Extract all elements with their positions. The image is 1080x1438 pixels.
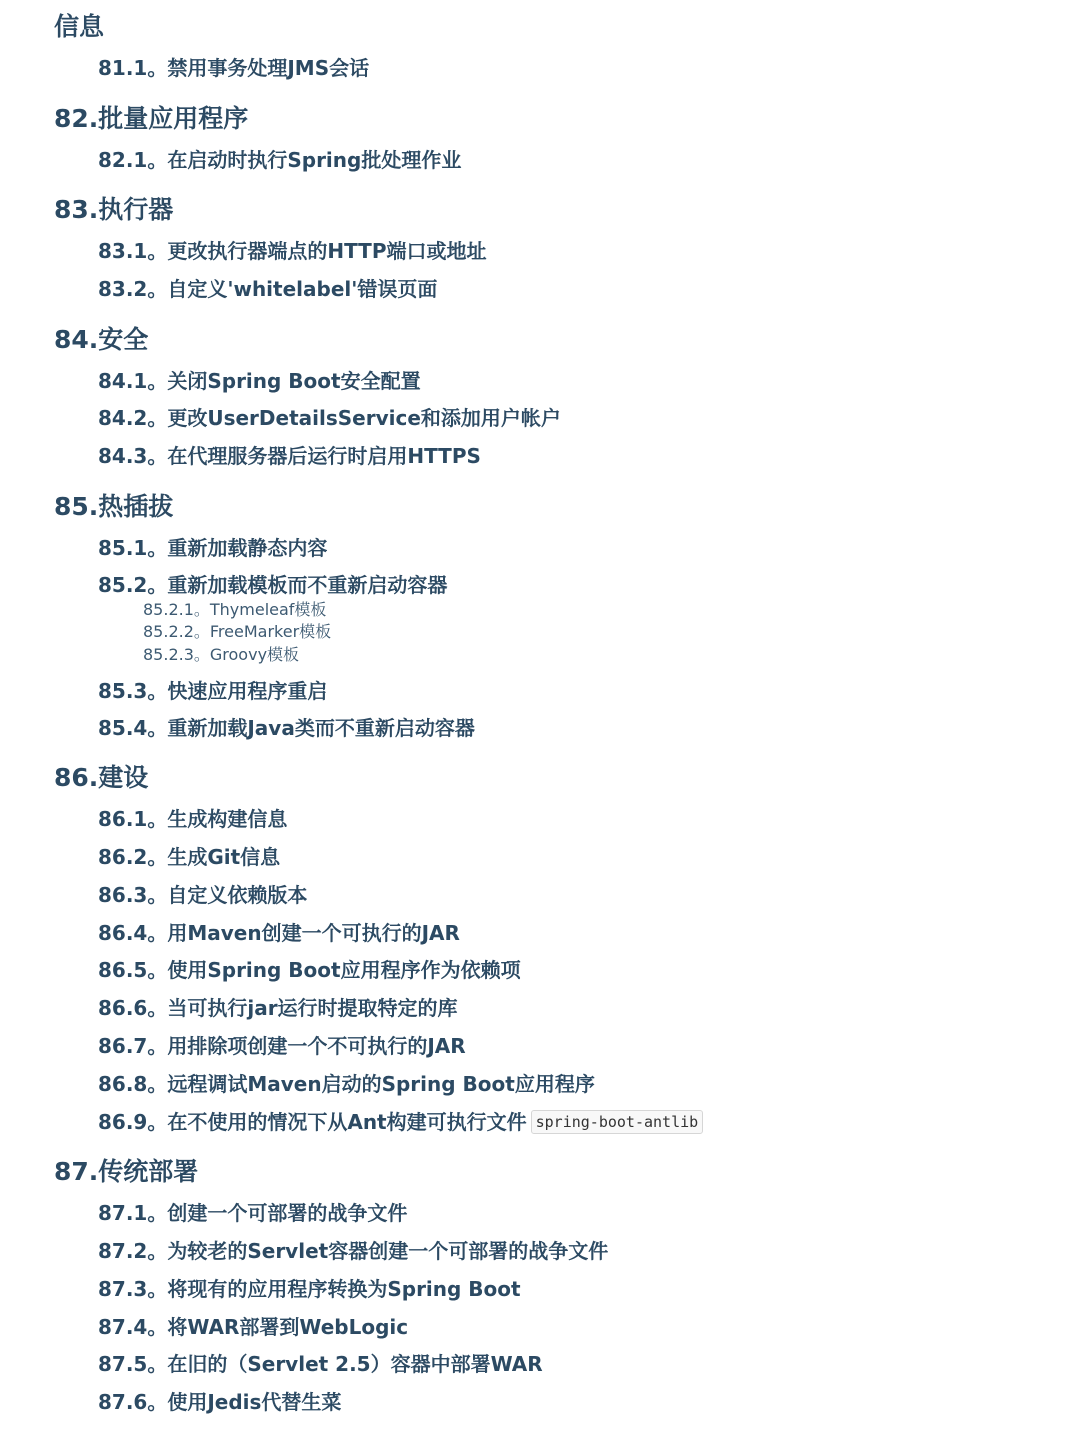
- toc-item[interactable]: [98, 54, 369, 82]
- toc-subitem[interactable]: 85.2.3。Groovy模板: [143, 645, 300, 664]
- toc-item-label: 85.2。重新加载模板而不重新启动容器: [98, 573, 448, 597]
- toc-item[interactable]: [98, 404, 561, 432]
- toc-item-label: 87.4。将WAR部署到WebLogic: [98, 1315, 409, 1339]
- toc-item[interactable]: [98, 1199, 407, 1227]
- toc-item-label: 85.4。重新加载Java类而不重新启动容器: [98, 716, 475, 740]
- toc-item[interactable]: [98, 714, 475, 742]
- toc-item[interactable]: [98, 275, 437, 303]
- toc-item-label: 87.3。将现有的应用程序转换为Spring Boot: [98, 1277, 521, 1301]
- toc-item[interactable]: [98, 1237, 608, 1265]
- toc-item-label: 86.4。用Maven创建一个可执行的JAR: [98, 921, 460, 945]
- toc-item-label: 84.1。关闭Spring Boot安全配置: [98, 369, 421, 393]
- toc-item-label: 86.2。生成Git信息: [98, 845, 281, 869]
- toc-item-label: 86.7。用排除项创建一个不可执行的JAR: [98, 1034, 466, 1058]
- toc-item[interactable]: [98, 677, 327, 705]
- toc-item-label: 82.1。在启动时执行Spring批处理作业: [98, 148, 462, 172]
- toc-item[interactable]: [98, 237, 487, 265]
- toc-item[interactable]: [98, 994, 458, 1022]
- toc-item-label: 86.1。生成构建信息: [98, 807, 288, 831]
- toc-item-label: 87.5。在旧的（Servlet 2.5）容器中部署WAR: [98, 1352, 543, 1376]
- toc-item-label: 87.6。使用Jedis代替生菜: [98, 1390, 342, 1414]
- section-title[interactable]: 84.安全: [54, 325, 149, 354]
- toc-item[interactable]: [98, 1350, 543, 1378]
- toc-subitem[interactable]: 85.2.2。FreeMarker模板: [143, 622, 332, 641]
- toc-item-label: 84.3。在代理服务器后运行时启用HTTPS: [98, 444, 481, 468]
- toc-item-label: 86.3。自定义依赖版本: [98, 883, 308, 907]
- toc-item-label: 86.9。在不使用的情况下从Ant构建可执行文件: [98, 1110, 527, 1134]
- toc-item-label: 84.2。更改UserDetailsService和添加用户帐户: [98, 406, 561, 430]
- toc-item-label: 83.2。自定义'whitelabel'错误页面: [98, 277, 438, 301]
- toc-item[interactable]: [98, 1275, 521, 1303]
- toc-item[interactable]: [98, 919, 460, 947]
- inline-code: spring-boot-antlib: [531, 1110, 704, 1134]
- toc-item[interactable]: [98, 956, 521, 984]
- section-title[interactable]: 82.批量应用程序: [54, 104, 249, 133]
- toc-item[interactable]: [98, 1108, 703, 1136]
- toc-item-label: 85.3。快速应用程序重启: [98, 679, 328, 703]
- toc-item-label: 85.1。重新加载静态内容: [98, 536, 328, 560]
- toc-item-label: 87.2。为较老的Servlet容器创建一个可部署的战争文件: [98, 1239, 609, 1263]
- toc-item[interactable]: [98, 571, 447, 599]
- toc-item[interactable]: [98, 843, 280, 871]
- section-title[interactable]: 信息: [54, 12, 105, 41]
- toc-item[interactable]: [98, 1070, 595, 1098]
- section-title[interactable]: 85.热插拔: [54, 492, 174, 521]
- toc-item[interactable]: [98, 442, 481, 470]
- section-title[interactable]: 87.传统部署: [54, 1157, 199, 1186]
- toc-item[interactable]: [98, 805, 287, 833]
- toc-item-label: 83.1。更改执行器端点的HTTP端口或地址: [98, 239, 487, 263]
- toc-item[interactable]: [98, 881, 307, 909]
- toc-item-label: 86.5。使用Spring Boot应用程序作为依赖项: [98, 958, 521, 982]
- toc-item-label: 86.6。当可执行jar运行时提取特定的库: [98, 996, 458, 1020]
- toc-item[interactable]: [98, 367, 421, 395]
- toc-item-label: 86.8。远程调试Maven启动的Spring Boot应用程序: [98, 1072, 595, 1096]
- toc-item[interactable]: [98, 534, 327, 562]
- toc-item-label: 87.1。创建一个可部署的战争文件: [98, 1201, 408, 1225]
- section-title[interactable]: 86.建设: [54, 763, 149, 792]
- toc-item[interactable]: [98, 1313, 408, 1341]
- toc-item[interactable]: [98, 146, 461, 174]
- section-title[interactable]: 83.执行器: [54, 195, 174, 224]
- toc-item[interactable]: [98, 1032, 466, 1060]
- toc-item[interactable]: [98, 1388, 341, 1416]
- toc-item-label: 81.1。禁用事务处理JMS会话: [98, 56, 370, 80]
- toc-subitem[interactable]: 85.2.1。Thymeleaf模板: [143, 600, 327, 619]
